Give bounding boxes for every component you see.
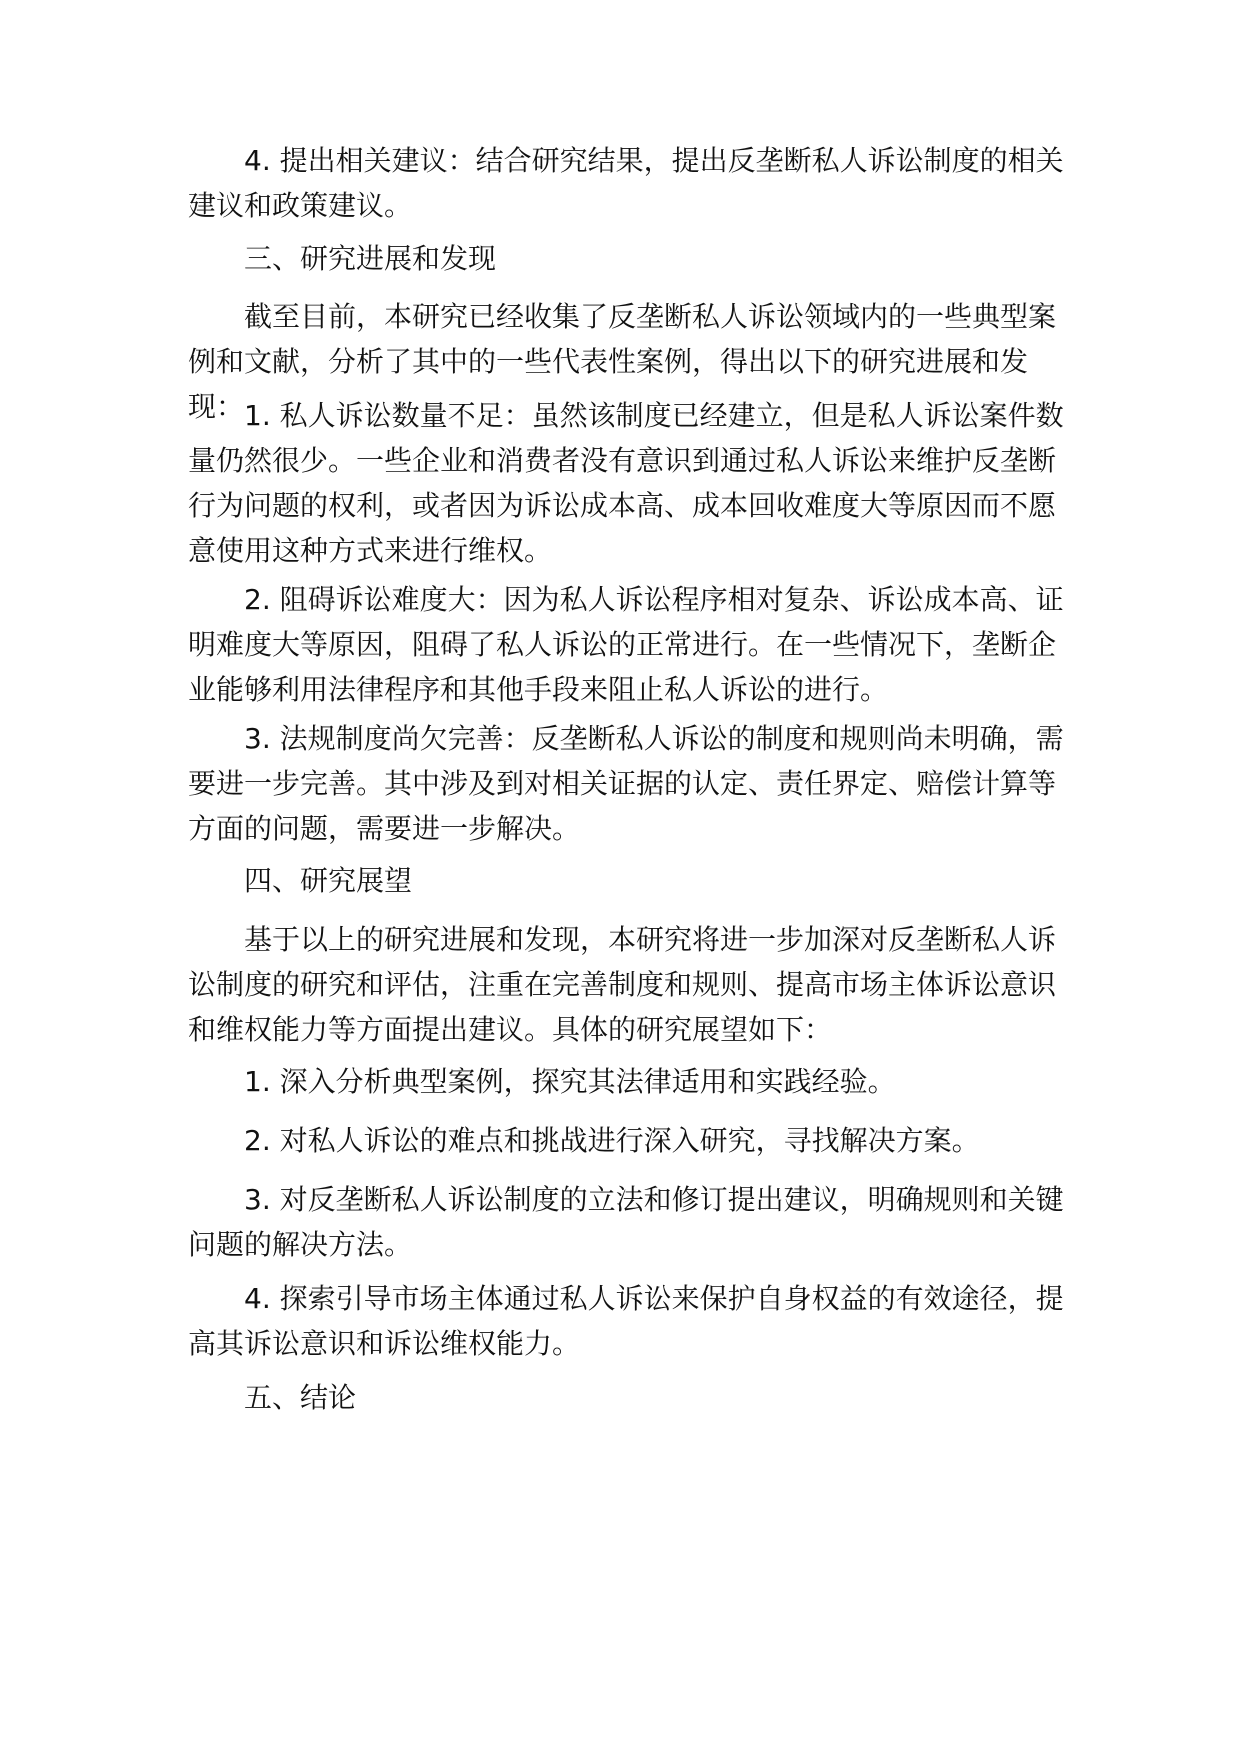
paragraph-finding-3: 3. 法规制度尚欠完善：反垄断私人诉讼的制度和规则尚未明确，需要进一步完善。其中涉及到对相关证据的认定、责任界定、赔偿计算等方面的问题，需要进一步解决。 [188, 722, 1064, 845]
paragraph-outlook-intro: 基于以上的研究进展和发现，本研究将进一步加深对反垄断私人诉讼制度的研究和评估，注重在完善制度和规则、提高市场主体诉讼意识和维权能力等方面提出建议。具体的研究展望如下： [188, 923, 1057, 1046]
paragraph-outlook-3: 3. 对反垄断私人诉讼制度的立法和修订提出建议，明确规则和关键问题的解决方法。 [188, 1183, 1064, 1261]
paragraph-finding-2: 2. 阻碍诉讼难度大：因为私人诉讼程序相对复杂、诉讼成本高、证明难度大等原因，阻碍了私人诉讼的正常进行。在一些情况下，垄断企业能够利用法律程序和其他手段来阻止私人诉讼的进行。 [188, 583, 1064, 706]
heading-research-progress: 三、研究进展和发现 [244, 242, 497, 275]
paragraph-outlook-4: 4. 探索引导市场主体通过私人诉讼来保护自身权益的有效途径，提高其诉讼意识和诉讼维权能力。 [188, 1282, 1064, 1360]
paragraph-recommendations: 4. 提出相关建议：结合研究结果，提出反垄断私人诉讼制度的相关建议和政策建议。 [188, 144, 1064, 222]
paragraph-progress-intro: 截至目前，本研究已经收集了反垄断私人诉讼领域内的一些典型案例和文献，分析了其中的一些代表性案例，得出以下的研究进展和发现： [188, 300, 1057, 423]
heading-research-outlook: 四、研究展望 [244, 864, 413, 897]
paragraph-outlook-2: 2. 对私人诉讼的难点和挑战进行深入研究，寻找解决方案。 [244, 1124, 980, 1157]
paragraph-outlook-1: 1. 深入分析典型案例，探究其法律适用和实践经验。 [244, 1065, 896, 1098]
paragraph-finding-1: 1. 私人诉讼数量不足：虽然该制度已经建立，但是私人诉讼案件数量仍然很少。一些企业和消费者没有意识到通过私人诉讼来维护反垄断行为问题的权利，或者因为诉讼成本高、成本回收难度大等原因而不愿意使用这种方式来进行维权。 [188, 399, 1064, 567]
heading-conclusion: 五、结论 [244, 1381, 357, 1414]
